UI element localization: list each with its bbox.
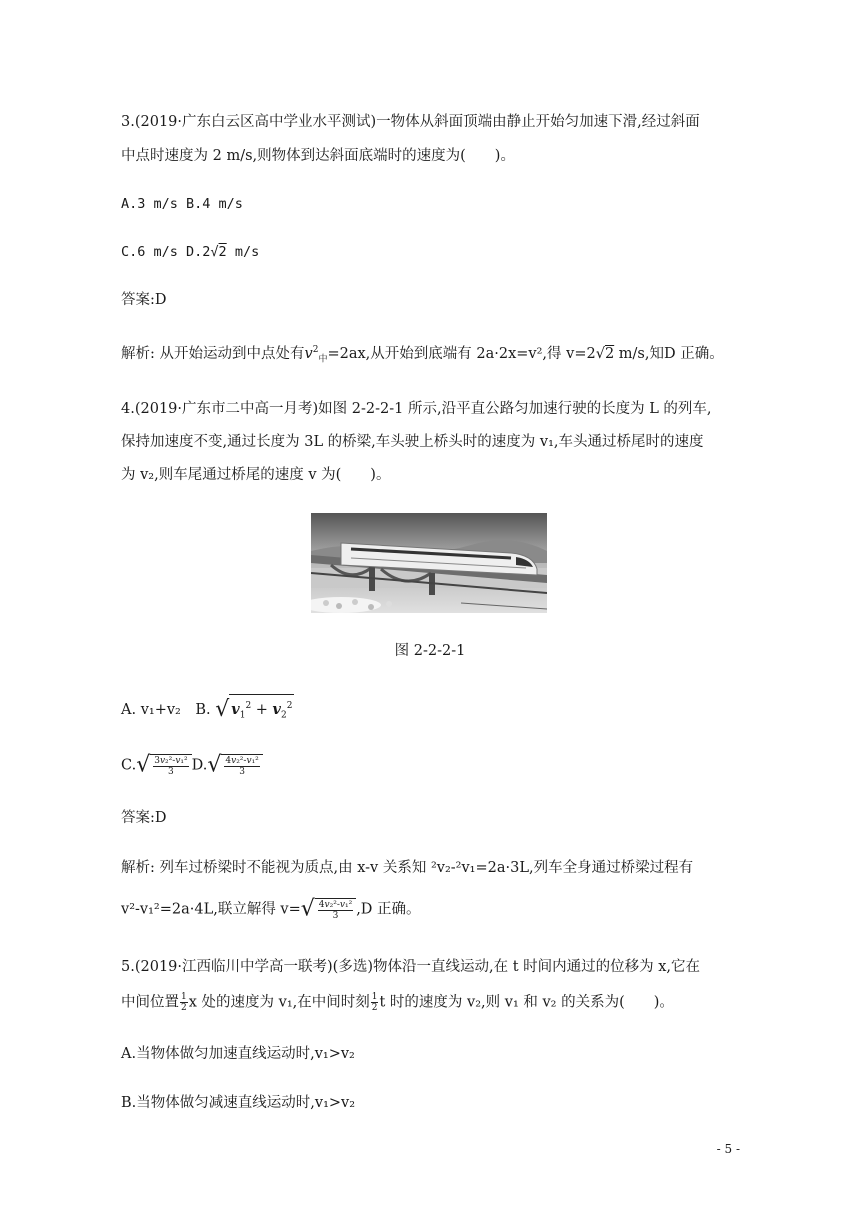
q4-line1: 4.(2019·广东市二中高一月考)如图 2-2-2-1 所示,沿平直公路匀加速行驶的长度为 L 的列车,	[121, 401, 712, 417]
q4-option-c-label: C.	[121, 757, 137, 774]
sqrt-answer: √ $\frac{\text{4v₂²-v₁²}}{3}$	[301, 898, 356, 921]
figure-caption: 图 2-2-2-1	[394, 643, 466, 659]
q4-answer: 答案:D	[121, 810, 167, 826]
train-bridge-figure	[311, 513, 547, 613]
q5-line2-pre: 中间位置	[121, 994, 179, 1011]
q5-option-a: A.当物体做匀加速直线运动时,v₁>v₂	[121, 1046, 355, 1062]
q3-option-cd	[121, 242, 750, 262]
q3-analysis: 解析: 从开始运动到中点处有$v^2_中=2ax$,从开始到底端有 2a·2x=v²,得 v=2√2 m/s,知D 正确。	[121, 345, 724, 365]
fraction-one-half: $\frac{1}{2}$	[371, 992, 378, 1013]
v-mid-squared: v	[304, 345, 313, 362]
q4-analysis-line1: 解析: 列车过桥梁时不能视为质点,由 x-v 关系知 ²v₂-²v₁=2a·3L,列车全身通过桥梁过程有	[121, 860, 694, 876]
q3-analysis-pre: 解析: 从开始运动到中点处有	[121, 345, 305, 362]
q4-option-ab	[121, 694, 750, 726]
q5-line2-mid: x 处的速度为 v₁,在中间时刻	[188, 994, 370, 1011]
q4-option-a-text: A. v₁+v₂ B.	[121, 701, 211, 718]
sqrt-option-c: √ $\frac{\text{3v₂²-v₁²}}{3}$	[136, 754, 191, 777]
q4-option-cd	[121, 754, 750, 777]
q4-line3: 为 v₂,则车尾通过桥尾的速度 v 为( )。	[121, 467, 391, 483]
q3-answer: 答案:D	[121, 292, 167, 308]
q4-analysis2-post: ,D 正确。	[356, 901, 421, 918]
q3-analysis-post: m/s,知D 正确。	[618, 345, 724, 362]
q5-line2	[121, 992, 750, 1013]
q3-option-d-unit: m/s	[234, 244, 260, 260]
fraction-one-half: $\frac{1}{2}$	[181, 992, 187, 1013]
q5-line2-post: t 时的速度为 v₂,则 v₁ 和 v₂ 的关系为( )。	[379, 994, 674, 1011]
q4-analysis-line2	[121, 898, 750, 921]
q4-line2: 保持加速度不变,通过长度为 3L 的桥梁,车头驶上桥头时的速度为 v₁,车头通过桥尾时的速度	[121, 434, 704, 450]
q3-line1: 3.(2019·广东白云区高中学业水平测试)一物体从斜面顶端由静止开始匀加速下滑,经过斜面	[121, 114, 700, 130]
q3-analysis-mid: =2ax,从开始到底端有 2a·2x=v²,得 v=2	[327, 345, 596, 362]
sqrt2-symbol: √2	[595, 345, 615, 362]
q3-option-ab: A.3 m/s B.4 m/s	[121, 196, 243, 212]
sqrt2-symbol: √2	[210, 244, 227, 260]
sqrt-option-d: √ $\frac{\text{4v₂²-v₁²}}{3}$	[207, 754, 262, 777]
sqrt-v1sq-plus-v2sq: √ $v_1^2 + v_2^2$	[215, 694, 294, 726]
q4-option-d-label: D.	[191, 757, 208, 774]
q5-option-b: B.当物体做匀减速直线运动时,v₁>v₂	[121, 1095, 356, 1111]
q5-line1: 5.(2019·江西临川中学高一联考)(多选)物体沿一直线运动,在 t 时间内通过的位移为 x,它在	[121, 959, 701, 975]
q3-line2: 中点时速度为 2 m/s,则物体到达斜面底端时的速度为( )。	[121, 148, 515, 164]
page-number: - 5 -	[716, 1142, 740, 1156]
q4-analysis2-pre: v²-v₁²=2a·4L,联立解得 v=	[121, 901, 301, 918]
q3-option-c-text: C.6 m/s D.2	[121, 244, 211, 260]
